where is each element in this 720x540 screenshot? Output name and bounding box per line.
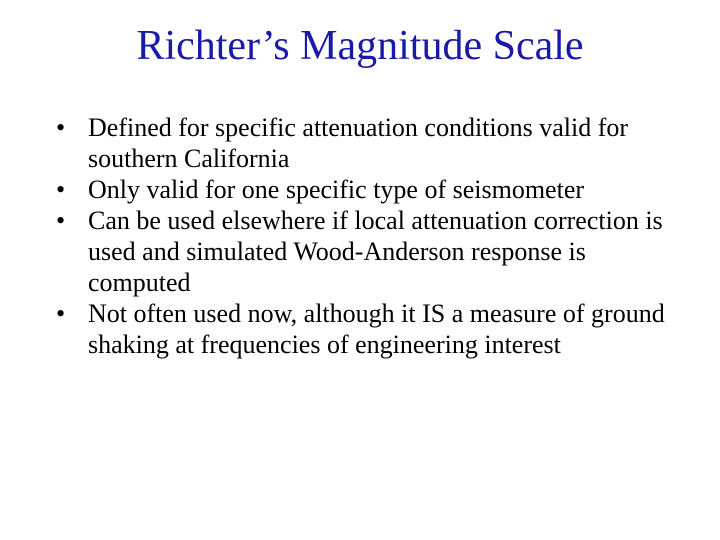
bullet-text: Defined for specific attenuation conditions valid for southern California xyxy=(88,113,629,173)
bullet-marker: • xyxy=(56,113,66,142)
bullet-item xyxy=(56,205,676,298)
slide-title: Richter’s Magnitude Scale xyxy=(136,23,584,69)
bullet-item xyxy=(56,298,676,360)
bullet-text: Not often used now, although it IS a measure of ground shaking at frequencies of engineering interest xyxy=(88,299,665,359)
bullet-text: Can be used elsewhere if local attenuation correction is used and simulated Wood-Anderson response is computed xyxy=(88,206,663,297)
bullet-text: Only valid for one specific type of seismometer xyxy=(88,175,585,204)
bullet-marker: • xyxy=(56,299,66,328)
bullet-marker: • xyxy=(56,206,66,235)
bullet-marker: • xyxy=(56,175,66,204)
bullet-item xyxy=(56,112,676,174)
bullet-list xyxy=(56,112,676,360)
bullet-item xyxy=(56,174,676,205)
